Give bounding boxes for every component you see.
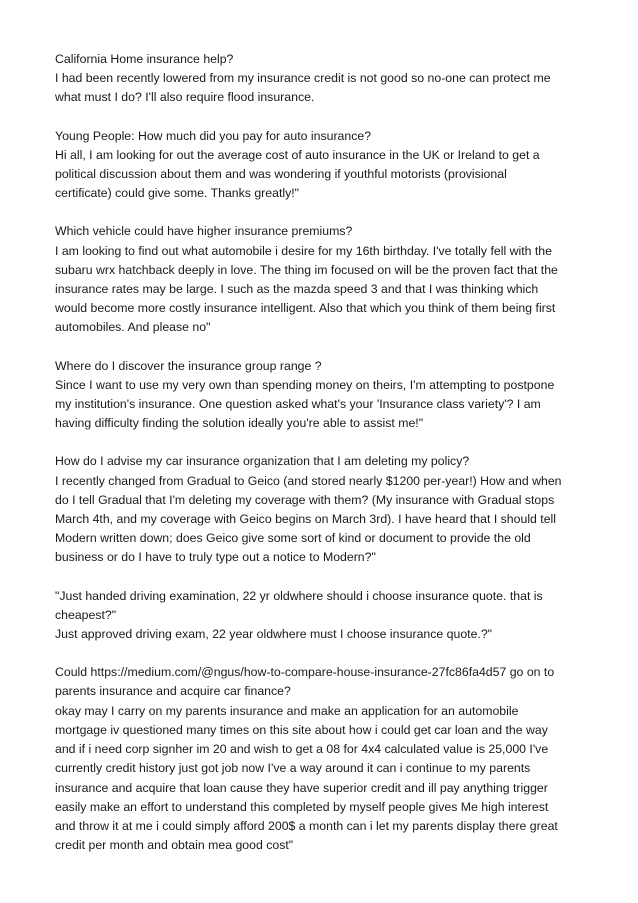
- body-line: okay may I carry on my parents insurance and make an application for an automobile: [55, 703, 519, 718]
- body-line: credit per month and obtain mea good cost": [55, 838, 294, 853]
- question-title: Young People: How much did you pay for auto insurance?: [55, 128, 372, 143]
- question-title: cheapest?": [55, 607, 117, 622]
- body-line: having difficulty finding the solution ideally you're able to assist me!": [55, 416, 424, 431]
- question-title: Where do I discover the insurance group range ?: [55, 358, 322, 373]
- body-line: what must I do? I'll also require flood insurance.: [55, 90, 315, 105]
- body-line: I am looking to find out what automobile i desire for my 16th birthday. I've totally fell with the: [55, 243, 552, 258]
- body-line: business or do I have to truly type out a notice to Modern?": [55, 550, 376, 565]
- body-line: and throw it at me i could simply afford 200$ a month can i let my parents display there great: [55, 818, 558, 833]
- document-page: [55, 50, 600, 874]
- question-title: Could https://medium.com/@ngus/how-to-compare-house-insurance-27fc86fa4d57 go on to: [55, 665, 555, 680]
- body-line: I recently changed from Gradual to Geico (and stored nearly $1200 per-year!) How and when: [55, 473, 562, 488]
- qa-block-4: [55, 357, 600, 434]
- question-title: How do I advise my car insurance organization that I am deleting my policy?: [55, 454, 470, 469]
- body-line: Just approved driving exam, 22 year oldwhere must I choose insurance quote.?": [55, 627, 493, 642]
- body-line: Hi all, I am looking for out the average cost of auto insurance in the UK or Ireland to get a: [55, 147, 540, 162]
- body-line: do I tell Gradual that I'm deleting my coverage with them? (My insurance with Gradual stops: [55, 492, 555, 507]
- body-line: easily make an effort to understand this completed by myself people gives Me high interest: [55, 799, 549, 814]
- body-line: Since I want to use my very own than spending money on theirs, I'm attempting to postpone: [55, 377, 555, 392]
- body-line: political discussion about them and was wondering if youthful motorists (provisional: [55, 167, 507, 182]
- qa-block-2: [55, 127, 600, 204]
- body-line: currently credit history just got job now I've a way around it can i continue to my parents: [55, 761, 531, 776]
- question-title: "Just handed driving examination, 22 yr oldwhere should i choose insurance quote. that is: [55, 588, 543, 603]
- body-line: would become more costly insurance intelligent. Also that which you think of them being first: [55, 301, 556, 316]
- qa-block-1: [55, 50, 600, 108]
- qa-block-7: [55, 663, 600, 855]
- question-title: Which vehicle could have higher insurance premiums?: [55, 224, 353, 239]
- qa-block-6: [55, 587, 600, 645]
- body-line: March 4th, and my coverage with Geico begins on March 3rd). I have heard that I should tell: [55, 512, 557, 527]
- body-line: I had been recently lowered from my insurance credit is not good so no-one can protect me: [55, 71, 551, 86]
- body-line: mortgage iv questioned many times on this site about how i could get car loan and the way: [55, 722, 548, 737]
- body-line: certificate) could give some. Thanks greatly!": [55, 186, 300, 201]
- body-line: and if i need corp signher im 20 and wish to get a 08 for 4x4 calculated value is 25,000 I've: [55, 742, 549, 757]
- qa-block-3: [55, 222, 600, 337]
- body-line: Modern written down; does Geico give some sort of kind or document to provide the old: [55, 531, 531, 546]
- body-line: my institution's insurance. One question asked what's your 'Insurance class variety'? I am: [55, 397, 541, 412]
- body-line: automobiles. And please no": [55, 320, 211, 335]
- body-line: insurance rates may be large. I such as the mazda speed 3 and that I was thinking which: [55, 282, 539, 297]
- question-title: parents insurance and acquire car finance?: [55, 684, 291, 699]
- question-title: California Home insurance help?: [55, 52, 234, 66]
- body-line: subaru wrx hatchback deeply in love. The thing im focused on will be the proven fact that the: [55, 262, 558, 277]
- qa-block-5: [55, 452, 600, 567]
- body-line: insurance and acquire that loan cause they have superior credit and ill pay anything trigger: [55, 780, 548, 795]
